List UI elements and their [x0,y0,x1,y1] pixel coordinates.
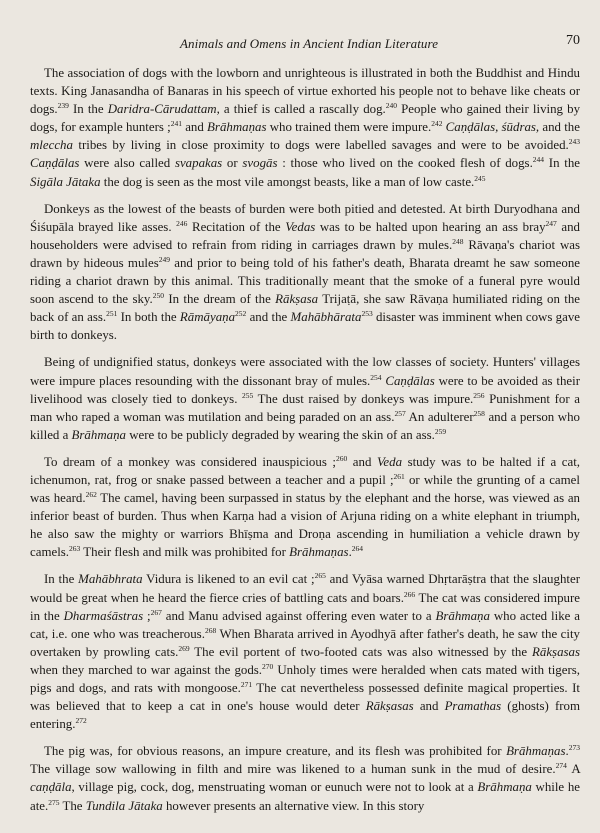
text-run: In the dream of the [164,292,276,307]
footnote-ref: 239 [57,101,69,111]
text-run: when they marched to war against the gods. [30,662,263,677]
text-run: When Bharata arrived in Ayodhyā after father's death, he saw the city overtaken by prowling cats. [30,626,580,659]
text-run: : those who lived on the cooked flesh of dogs. [277,156,533,171]
text-run: The [59,798,86,813]
text-run: a thief is called a rascally dog. [219,102,386,117]
page-number: 70 [566,33,580,48]
italic-term: Veda [376,454,403,469]
footnote-ref: 245 [474,173,486,183]
footnote-ref: 274 [555,761,567,771]
footnote-ref: 253 [361,309,373,319]
text-run: (ghosts) from entering. [30,699,581,732]
italic-term: Caṇḍālas [30,156,80,171]
italic-term: Mahābhārata [290,310,362,325]
footnote-ref: 257 [394,408,406,418]
text-run: and a person who killed a [30,409,580,442]
footnote-ref: 248 [452,236,464,246]
text-run: was to be halted upon hearing an ass bray [315,219,546,234]
body-text [30,64,580,815]
text-run: were to be avoided as their livelihood was closely tied to donkeys. [30,373,580,406]
text-run: To dream of a monkey was considered inauspicious ; [44,454,336,469]
footnote-ref: 247 [545,218,557,228]
text-run: The cat was considered impure in the [30,590,580,623]
footnote-ref: 243 [568,137,580,147]
italic-term: svogās [242,156,278,171]
italic-term: Mahābhrata [78,572,143,587]
footnote-ref: 256 [473,390,485,400]
text-run: Unholy times were heralded when cats mated with tigers, pigs and dogs, and rats with mongoose. [30,662,580,695]
text-run: The village sow wallowing in filth and mire was likened to a human sunk in the mud of desire. [30,762,556,777]
italic-term: Dharmaśāstras [63,608,144,623]
text-run: A [566,762,581,777]
footnote-ref: 240 [385,101,398,111]
paragraph-4 [30,453,580,562]
footnote-ref: 262 [85,490,97,500]
text-run: In both the [117,310,180,325]
italic-term: caṇḍāla [30,780,72,795]
text-run: and Vyāsa warned Dhṛtarāṣtra that the slaughter would be great when he heard the fierce cries of battling cats and boars. [30,572,580,605]
text-run: who trained them were impure. [266,120,432,135]
text-run: An adulterer [405,409,474,424]
text-run: were to be publicly degraded by wearing the skin of an ass. [125,427,435,442]
text-run: Donkeys as the lowest of the beasts of burden were both pitied and detested. At birth Duryodhana and Śiśupāla brayed like asses. [30,201,580,234]
text-run: Vidura is likened to an evil cat ; [142,572,315,587]
text-run: and the [246,310,291,325]
italic-term: Tundila Jātaka [85,798,163,813]
text-run: Trijaṭā, she saw Rāvaṇa humiliated riding on the back of an ass. [30,292,580,325]
paragraph-5 [30,570,580,733]
footnote-ref: 264 [351,544,364,554]
running-title: Animals and Omens in Ancient Indian Literature [180,36,439,51]
text-run: Rāvaṇa's chariot was drawn by hideous mules [30,237,580,270]
footnote-ref: 242 [431,119,443,129]
italic-term: Vedas [285,219,316,234]
footnote-ref: 273 [568,743,580,753]
footnote-ref: 272 [75,716,87,726]
text-run: and householders were advised to refrain from riding in carriages drawn by mules. [30,219,580,252]
footnote-ref: 267 [150,607,162,617]
footnote-ref: 254 [370,372,382,382]
italic-term: Brāhmaṇa [71,427,126,442]
italic-term: Brāhmaṇa [435,608,490,623]
text-run: were also called [79,156,175,171]
footnote-ref: 270 [262,661,274,671]
text-run: the dog is seen as the most vile amongst beasts, like a man of low caste. [100,174,475,189]
text-run: Their flesh and milk was prohibited for [80,545,290,560]
text-run: . [565,744,569,759]
italic-term: Brāhmaṇas [289,545,349,560]
text-run: tribes by living in close proximity to dogs were labelled savages and were to be avoided. [72,138,569,153]
text-run: and [413,699,445,714]
text-run: Recitation of the [187,219,286,234]
footnote-ref: 261 [393,471,405,481]
text-run: The camel, having been surpassed in status by the elephant and the horse, was viewed as an inferior beast of burden. Thus when Karṇa had a vision of Arjuna riding on a white elephant in triumph, he also saw the mighty or warriors Bhīṣma and Droṇa ascending in humiliation a vehicle drawn by camels. [30,491,581,560]
page-header [30,0,580,58]
text-run: who acted like a cat, i.e. one who was treacherous. [30,608,580,641]
italic-term: Brāhmaṇa [477,780,532,795]
paragraph-6 [30,742,580,814]
italic-term: Caṇḍālas, śūdras, [445,120,540,135]
footnote-ref: 275 [48,797,60,807]
footnote-ref: 266 [403,589,416,599]
text-run: The dust raised by donkeys was impure. [253,391,474,406]
text-run: while he ate. [30,780,580,813]
text-run: . [348,545,352,560]
footnote-ref: 241 [170,119,182,129]
footnote-ref: 269 [178,643,190,653]
text-run: The pig was, for obvious reasons, an impure creature, and its flesh was prohibited for [44,744,507,759]
text-run: The cat nevertheless possessed definite magical properties. It was believed that to keep a cat in one's house would deter [30,681,580,714]
text-run: ; [143,608,151,623]
text-run: Being of undignified status, donkeys were associated with the low classes of society. Hunters' villages were impure places resounding with the dissonant bray of mules. [30,355,580,388]
text-run: Punishment for a man who raped a woman was mutilation and being paraded on an ass. [30,391,580,424]
italic-term: Sigāla Jātaka [30,174,101,189]
footnote-ref: 252 [235,309,247,319]
text-run: study was to be halted if a cat, ichenumon, rat, frog or snake passed between a teacher and a pupil ; [30,454,580,487]
italic-term: Brāhmaṇas [207,120,267,135]
footnote-ref: 271 [240,680,253,689]
text-run: , village pig, cock, dog, menstruating woman or eunuch were not to look at a [71,780,478,795]
text-run: People who gained their living by dogs, for example hunters ; [30,102,581,135]
footnote-ref: 250 [152,291,165,301]
text-run: and Manu advised against offering even water to a [161,608,436,623]
footnote-ref: 263 [69,544,81,554]
text-run: In the [544,156,580,171]
footnote-ref: 246 [176,218,188,228]
italic-term: Caṇḍālas [385,373,435,388]
text-run: however presents an alternative view. In this story [162,798,425,813]
italic-term: Rāmāyaṇa [179,310,236,325]
italic-term: svapakas [174,156,223,171]
paragraph-3 [30,353,580,443]
text-run: and [347,454,377,469]
text-run: and [181,120,208,135]
text-run: disaster was imminent when cows gave birth to donkeys. [30,310,581,343]
footnote-ref: 244 [532,155,545,165]
text-run: and the [539,120,580,135]
italic-term: Rākṣasas [365,699,414,714]
italic-term: Daridra-Cārudattam, [107,102,220,117]
text-run: The association of dogs with the lowborn and unrighteous is illustrated in both the Buddhist and Hindu texts. King Janasandha of Banaras in his speech of virtue exhorted his people not to behave like cheats or dogs. [30,66,580,117]
footnote-ref: 259 [434,426,447,436]
italic-term: Rākṣasas [532,644,580,659]
text-run: or [222,156,243,171]
footnote-ref: 258 [473,408,485,418]
italic-term: Pramathas [444,699,502,714]
footnote-ref: 265 [314,571,326,581]
italic-term: mleccha [30,138,73,153]
footnote-ref: 268 [204,625,217,635]
footnote-ref: 255 [242,390,254,400]
text-run: or while the grunting of a camel was heard. [30,472,580,506]
text-run: In the [68,102,108,117]
text-run: The evil portent of two-footed cats was also witnessed by the [189,644,533,659]
text-run: In the [44,572,79,587]
footnote-ref: 251 [106,309,118,319]
footnote-ref: 260 [335,453,348,463]
italic-term: Rākṣasa [275,292,319,307]
paragraph-2 [30,200,580,345]
text-run: and prior to being told of his father's death, Bharata dreamt he saw someone riding a chariot drawn by this animal. This traditionally meant that the smoke of a funeral pyre would soon ascend to the sky. [30,255,580,307]
italic-term: Brāhmaṇas [506,744,566,759]
paragraph-1 [30,64,580,191]
footnote-ref: 249 [158,254,170,264]
